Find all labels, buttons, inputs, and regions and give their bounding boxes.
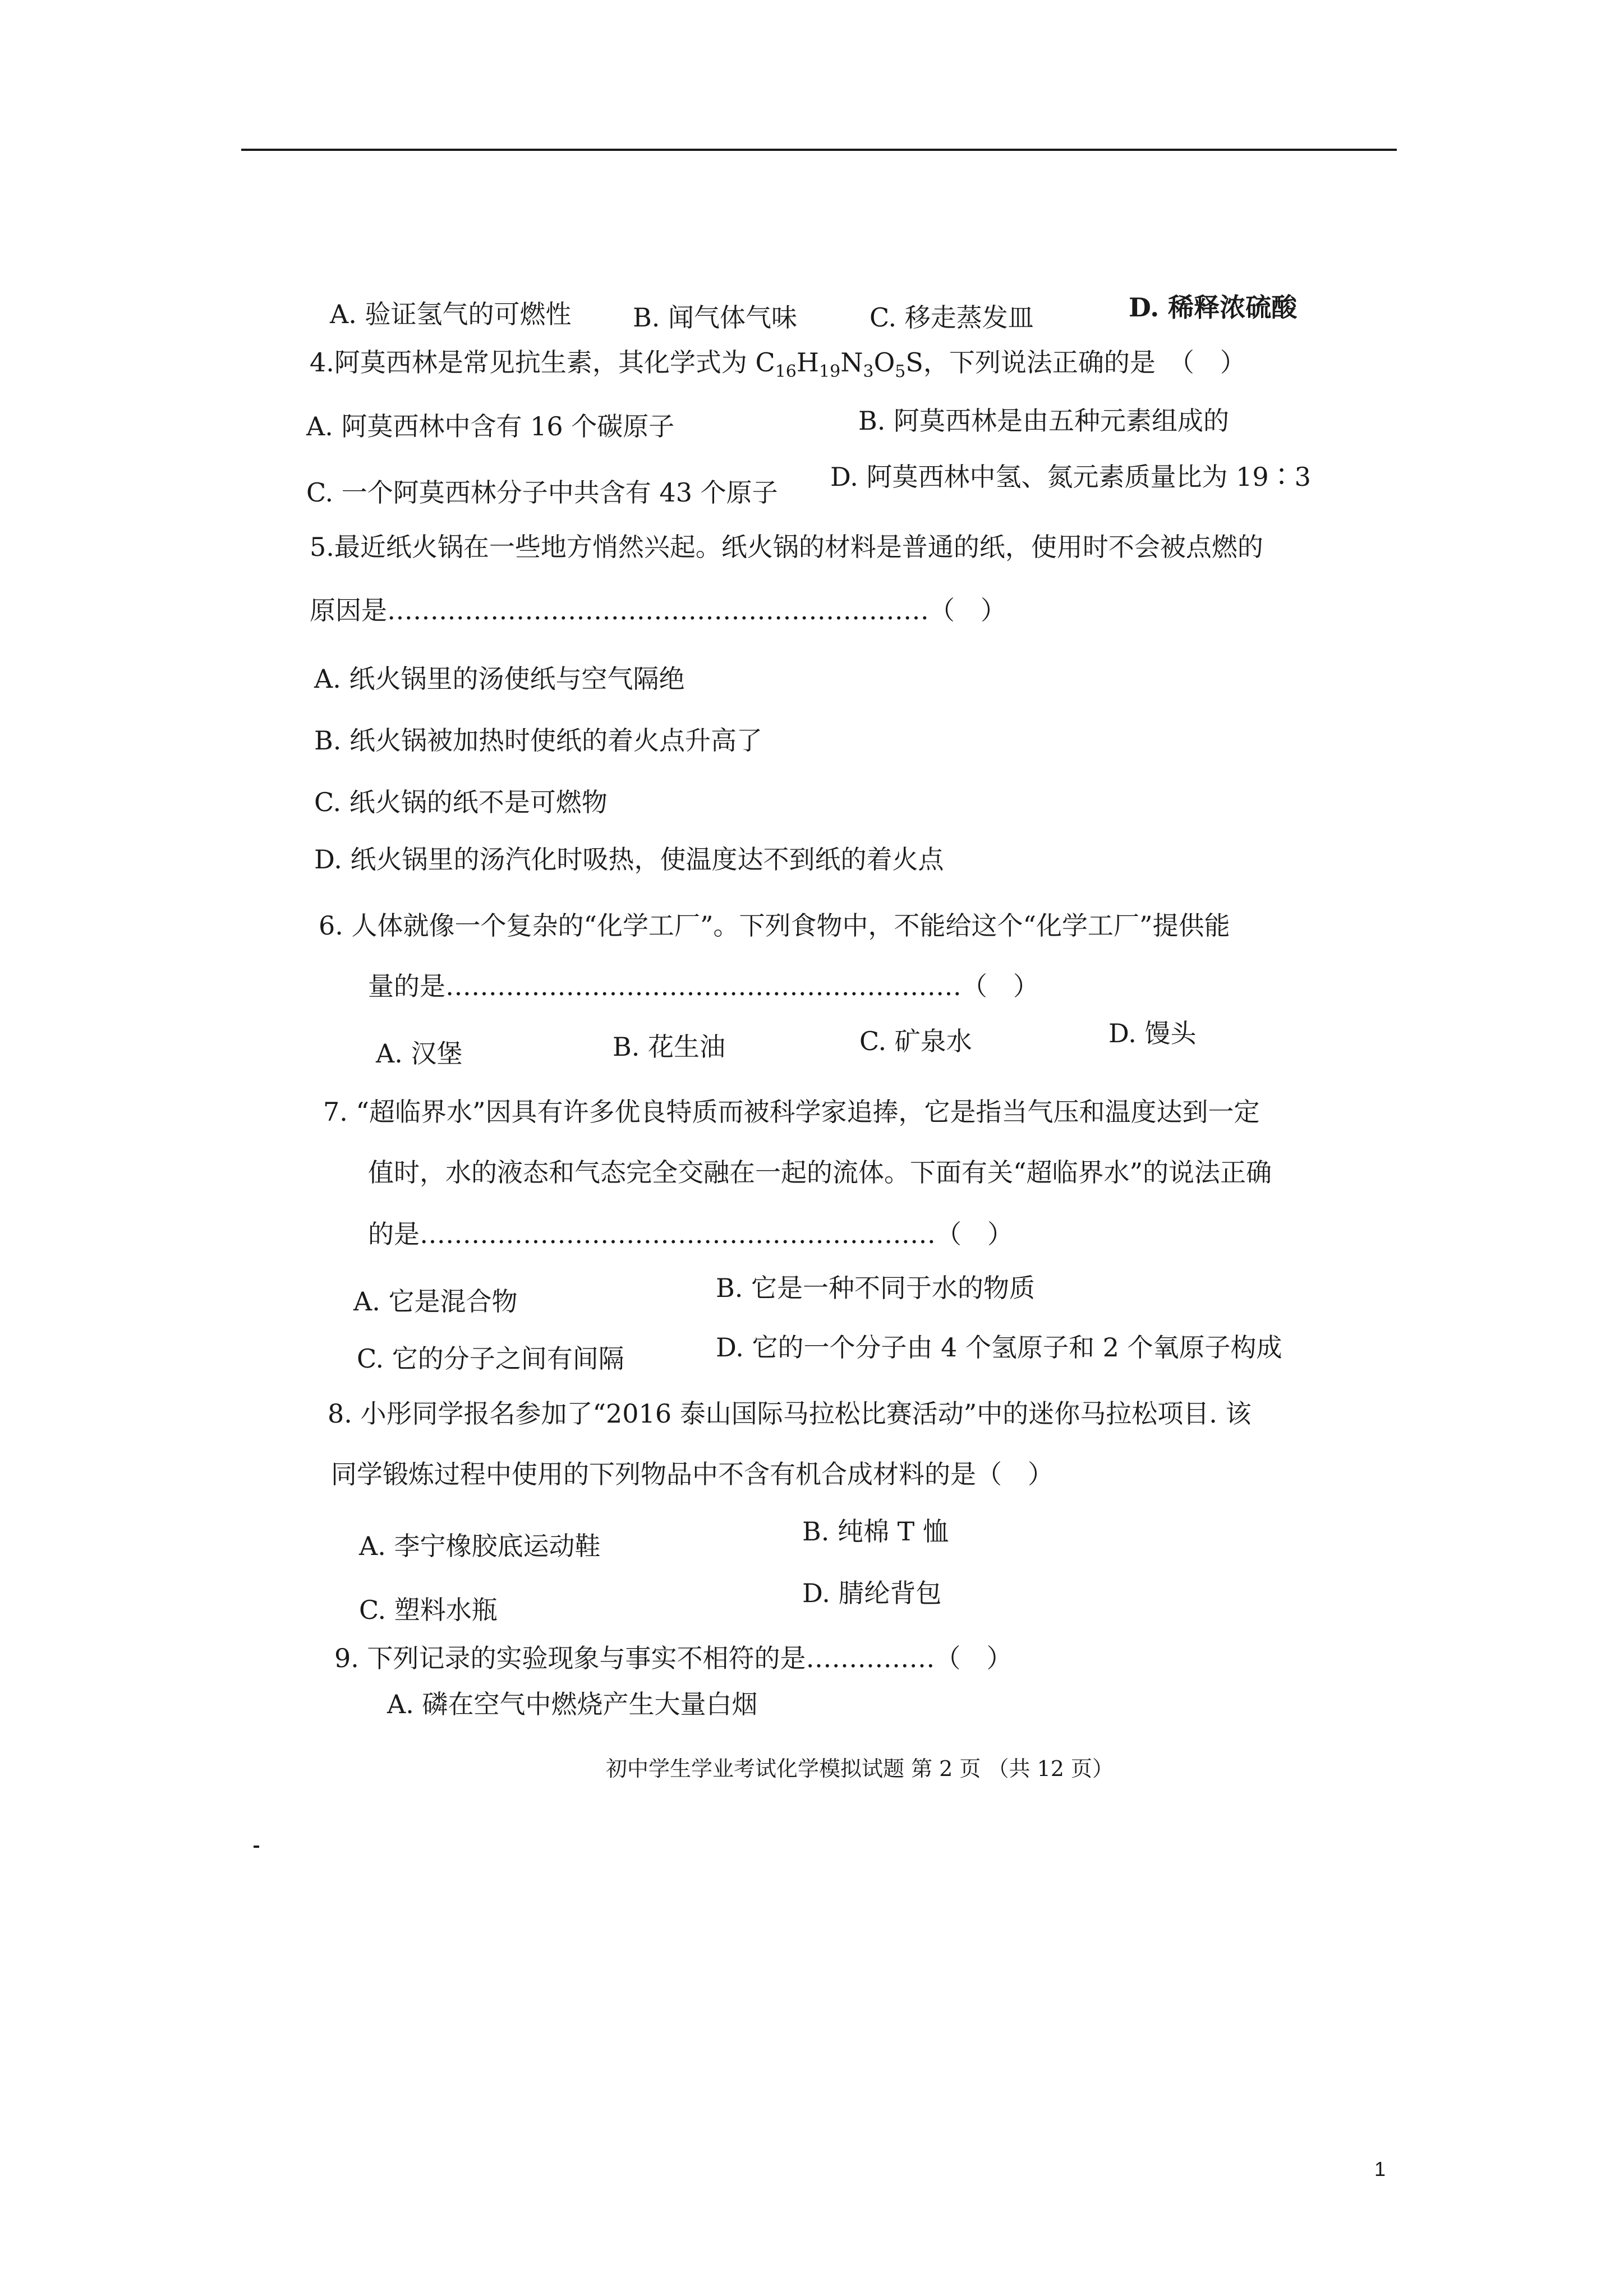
q5-option-b: B. 纸火锅被加热时使纸的着火点升高了 xyxy=(314,725,763,756)
header-rule xyxy=(241,149,1397,151)
q4-option-b: B. 阿莫西林是由五种元素组成的 xyxy=(858,406,1230,436)
q4-formula-sub-n: 3 xyxy=(863,362,874,382)
q7-option-b: B. 它是一种不同于水的物质 xyxy=(716,1273,1036,1303)
q8-stem-line2: 同学锻炼过程中使用的下列物品中不含有机合成材料的是（ ） xyxy=(331,1459,1053,1489)
q4-option-d: D. 阿莫西林中氢、氮元素质量比为 19∶3 xyxy=(830,462,1311,492)
q4-stem xyxy=(310,346,1246,382)
q4-formula-sub-c: 16 xyxy=(775,362,797,382)
q4-stem-post: S，下列说法正确的是 （ ） xyxy=(905,347,1246,378)
q8-stem-line1: 8. 小彤同学报名参加了“2016 泰山国际马拉松比赛活动”中的迷你马拉松项目. 该 xyxy=(328,1398,1252,1429)
q3-option-a: A. 验证氢气的可燃性 xyxy=(330,299,572,329)
q8-option-d: D. 腈纶背包 xyxy=(802,1578,942,1608)
q7-option-d: D. 它的一个分子由 4 个氢原子和 2 个氧原子构成 xyxy=(716,1332,1282,1363)
q5-option-c: C. 纸火锅的纸不是可燃物 xyxy=(314,787,608,817)
q7-stem-line3: 的是……………………………………………………（ ） xyxy=(368,1219,1013,1249)
q8-option-b: B. 纯棉 T 恤 xyxy=(802,1516,949,1547)
q6-option-c: C. 矿泉水 xyxy=(859,1026,972,1056)
q4-option-c: C. 一个阿莫西林分子中共含有 43 个原子 xyxy=(306,477,778,508)
q4-stem-pre: 4.阿莫西林是常见抗生素，其化学式为 C xyxy=(310,347,775,378)
q4-formula-sub-o: 5 xyxy=(895,362,906,382)
q4-formula-sub-h: 19 xyxy=(819,362,841,382)
q6-option-b: B. 花生油 xyxy=(613,1032,726,1062)
q5-stem-line2: 原因是………………………………………………………（ ） xyxy=(310,595,1006,625)
q4-formula-h: H xyxy=(796,347,820,378)
q7-stem-line1: 7. “超临界水”因具有许多优良特质而被科学家追捧，它是指当气压和温度达到一定 xyxy=(323,1097,1260,1127)
q6-stem-line1: 6. 人体就像一个复杂的“化学工厂”。下列食物中，不能给这个“化学工厂”提供能 xyxy=(319,910,1230,941)
q5-option-d: D. 纸火锅里的汤汽化时吸热，使温度达不到纸的着火点 xyxy=(314,844,944,875)
page-number: 1 xyxy=(1374,2157,1386,2180)
q3-option-d: D. 稀释浓硫酸 xyxy=(1129,292,1298,323)
q9-stem: 9. 下列记录的实验现象与事实不相符的是……………（ ） xyxy=(334,1643,1013,1673)
q6-option-d: D. 馒头 xyxy=(1108,1018,1197,1048)
q7-option-a: A. 它是混合物 xyxy=(353,1286,518,1317)
q6-stem-line2: 量的是……………………………………………………（ ） xyxy=(368,971,1039,1001)
q7-stem-line2: 值时，水的液态和气态完全交融在一起的流体。下面有关“超临界水”的说法正确 xyxy=(368,1157,1272,1188)
q5-stem-line1: 5.最近纸火锅在一些地方悄然兴起。纸火锅的材料是普通的纸，使用时不会被点燃的 xyxy=(310,532,1263,562)
q4-formula-o: O xyxy=(873,347,895,378)
q5-option-a: A. 纸火锅里的汤使纸与空气隔绝 xyxy=(314,664,685,694)
page-footer: 初中学生学业考试化学模拟试题 第 2 页 （共 12 页） xyxy=(606,1756,1114,1781)
q4-option-a: A. 阿莫西林中含有 16 个碳原子 xyxy=(306,411,675,441)
q3-option-c: C. 移走蒸发皿 xyxy=(869,302,1034,333)
q3-option-b: B. 闻气体气味 xyxy=(633,302,798,333)
q8-option-a: A. 李宁橡胶底运动鞋 xyxy=(359,1531,601,1561)
q7-option-c: C. 它的分子之间有间隔 xyxy=(357,1343,624,1374)
q9-option-a: A. 磷在空气中燃烧产生大量白烟 xyxy=(387,1689,758,1719)
scan-mark xyxy=(254,1846,259,1848)
q8-option-c: C. 塑料水瓶 xyxy=(359,1595,498,1625)
q6-option-a: A. 汉堡 xyxy=(376,1038,463,1069)
q4-formula-n: N xyxy=(840,347,863,378)
